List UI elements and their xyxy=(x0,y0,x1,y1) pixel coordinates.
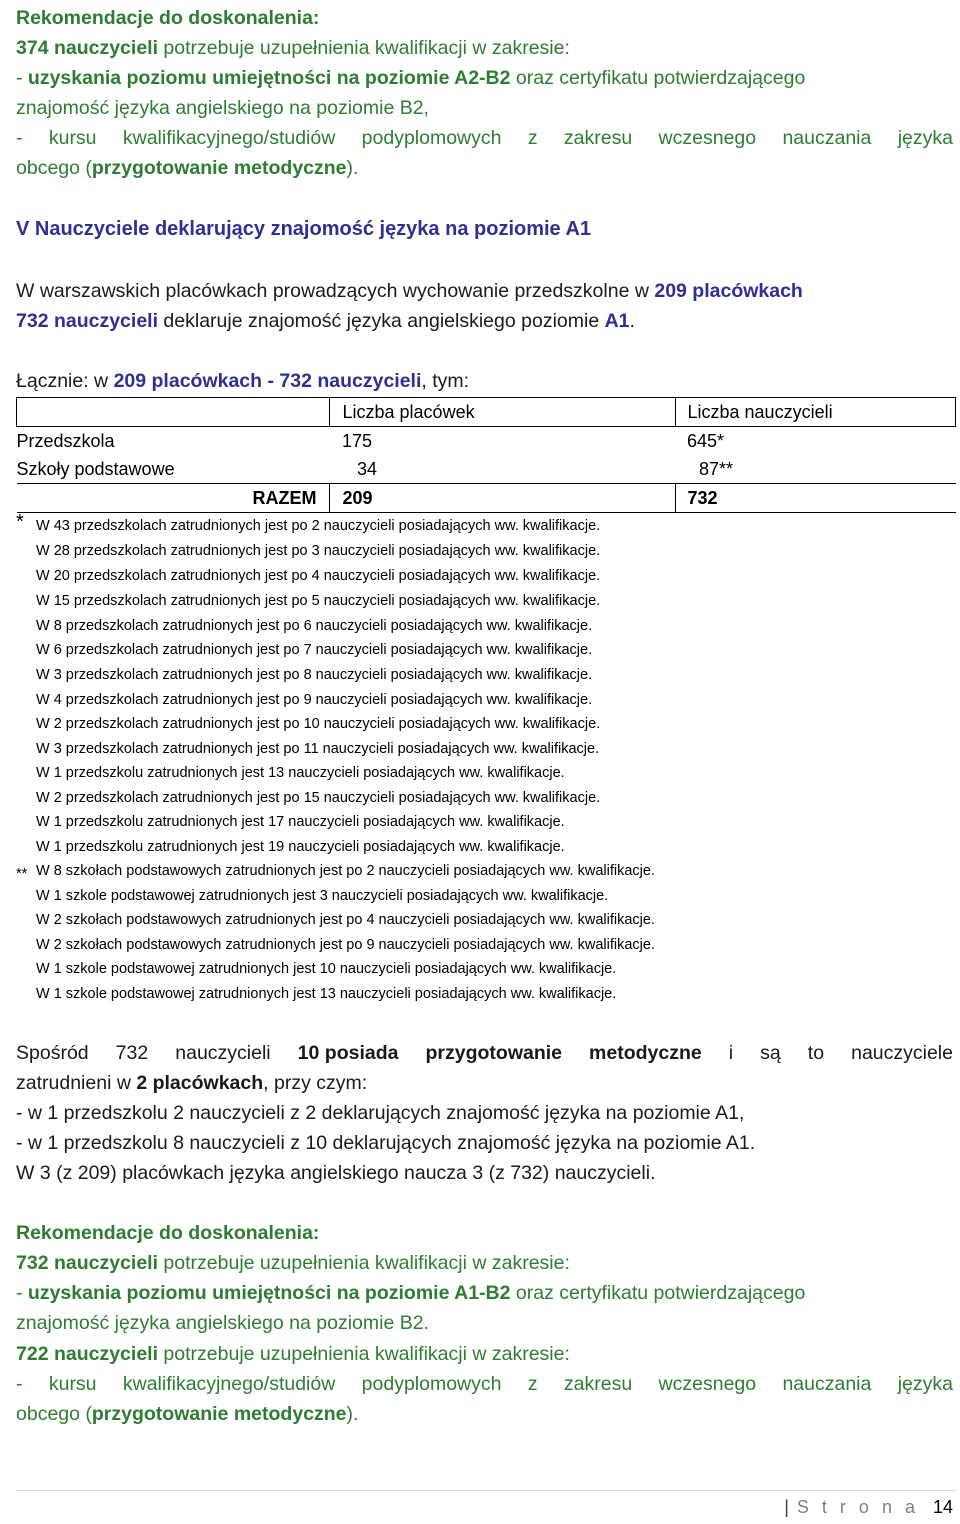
footnote-line: W 8 szkołach podstawowych zatrudnionych jest po 2 nauczycieli posiadających ww. kwalifikacje. xyxy=(36,863,655,879)
footnote-line: W 2 przedszkolach zatrudnionych jest po 10 nauczycieli posiadających ww. kwalifikacje. xyxy=(36,716,601,732)
rec2-line-6: obcego (przygotowanie metodyczne). xyxy=(16,1403,359,1425)
word: podyplomowych xyxy=(361,1373,502,1395)
footnote-line: W 20 przedszkolach zatrudnionych jest po 4 nauczycieli posiadających ww. kwalifikacje. xyxy=(36,568,601,584)
table-cell: Szkoły podstawowe xyxy=(16,458,175,479)
footnote-line: W 2 szkołach podstawowych zatrudnionych jest po 9 nauczycieli posiadających ww. kwalifikacje. xyxy=(36,937,655,953)
footnote-line: W 1 przedszkolu zatrudnionych jest 17 nauczycieli posiadających ww. kwalifikacje. xyxy=(36,814,565,830)
word: kwalifikacyjnego/studiów xyxy=(122,127,336,149)
table-total-cell: 732 xyxy=(675,484,956,513)
word: z xyxy=(527,1373,538,1395)
section-heading: V Nauczyciele deklarujący znajomość języka na poziomie A1 xyxy=(16,218,592,240)
table-cell: 175 xyxy=(342,430,373,451)
word: podyplomowych xyxy=(361,127,502,149)
footnote-line: W 3 przedszkolach zatrudnionych jest po 8 nauczycieli posiadających ww. kwalifikacje. xyxy=(36,667,593,683)
footer-separator: | xyxy=(784,1497,789,1517)
method-line-4: - w 1 przedszkolu 8 nauczycieli z 10 deklarujących znajomość języka na poziomie A1. xyxy=(16,1132,756,1154)
word: zakresu xyxy=(563,1373,633,1395)
footnote-star: * xyxy=(16,511,24,533)
rec1-line-2: - uzyskania poziomu umiejętności na poziomie A2-B2 oraz certyfikatu potwierdzającego xyxy=(16,67,806,89)
rec1-line-4 xyxy=(16,126,953,150)
section-para-line-1: W warszawskich placówkach prowadzących wychowanie przedszkolne w 209 placówkach xyxy=(16,280,803,302)
rec2-line-2: - uzyskania poziomu umiejętności na poziomie A1-B2 oraz certyfikatu potwierdzającego xyxy=(16,1282,806,1304)
recommendations-title-2: Rekomendacje do doskonalenia: xyxy=(16,1222,320,1244)
table-cell: 34 xyxy=(357,458,378,479)
footnote-line: W 28 przedszkolach zatrudnionych jest po 3 nauczycieli posiadających ww. kwalifikacje. xyxy=(36,543,601,559)
footnote-line: W 2 przedszkolach zatrudnionych jest po 15 nauczycieli posiadających ww. kwalifikacje. xyxy=(36,790,601,806)
footnote-line: W 15 przedszkolach zatrudnionych jest po 5 nauczycieli posiadających ww. kwalifikacje. xyxy=(36,593,601,609)
section-para-line-2: 732 nauczycieli deklaruje znajomość języka angielskiego poziomie A1. xyxy=(16,310,635,332)
table-header-cell: Liczba placówek xyxy=(329,398,675,427)
table-total-label: RAZEM xyxy=(17,484,330,513)
rec1-line-3: znajomość języka angielskiego na poziomie B2, xyxy=(16,97,429,119)
rec2-line-4: 722 nauczycieli potrzebuje uzupełnienia kwalifikacji w zakresie: xyxy=(16,1343,570,1365)
word: kwalifikacyjnego/studiów xyxy=(122,1373,336,1395)
recommendations-title: Rekomendacje do doskonalenia: xyxy=(16,7,320,29)
table-total-row xyxy=(17,484,956,513)
word: wczesnego xyxy=(658,127,757,149)
table-cell: 87** xyxy=(699,458,734,479)
word: kursu xyxy=(48,1373,97,1395)
footnote-line: W 43 przedszkolach zatrudnionych jest po 2 nauczycieli posiadających ww. kwalifikacje. xyxy=(36,518,601,534)
footnote-line: W 2 szkołach podstawowych zatrudnionych jest po 4 nauczycieli posiadających ww. kwalifikacje. xyxy=(36,912,655,928)
table-cell: Przedszkola xyxy=(16,430,115,451)
word: kursu xyxy=(48,127,97,149)
footnote-double-star: ** xyxy=(16,866,28,882)
table-header-cell xyxy=(17,398,330,427)
footnote-line: W 1 szkole podstawowej zatrudnionych jest 3 nauczycieli posiadających ww. kwalifikacje. xyxy=(36,888,609,904)
footnote-line: W 8 przedszkolach zatrudnionych jest po 6 nauczycieli posiadających ww. kwalifikacje. xyxy=(36,618,593,634)
rec1-line-1: 374 nauczycieli potrzebuje uzupełnienia kwalifikacji w zakresie: xyxy=(16,37,570,59)
rec2-line-3: znajomość języka angielskiego na poziomie B2. xyxy=(16,1312,429,1334)
word: nauczania xyxy=(782,127,872,149)
method-line-3: - w 1 przedszkolu 2 nauczycieli z 2 deklarujących znajomość języka na poziomie A1, xyxy=(16,1102,745,1124)
table-total-cell: 209 xyxy=(329,484,675,513)
rec1-line-5: obcego (przygotowanie metodyczne). xyxy=(16,157,359,179)
word: nauczania xyxy=(782,1373,872,1395)
page-label: S t r o n a xyxy=(796,1497,919,1517)
footnote-line: W 4 przedszkolach zatrudnionych jest po 9 nauczycieli posiadających ww. kwalifikacje. xyxy=(36,692,593,708)
method-line-5: W 3 (z 209) placówkach języka angielskiego naucza 3 (z 732) nauczycieli. xyxy=(16,1162,656,1184)
footnote-line: W 6 przedszkolach zatrudnionych jest po 7 nauczycieli posiadających ww. kwalifikacje. xyxy=(36,642,593,658)
page-number-value: 14 xyxy=(932,1497,953,1517)
word: języka xyxy=(897,1373,953,1395)
word: - xyxy=(16,1373,23,1395)
word: z xyxy=(527,127,538,149)
table-header-row xyxy=(17,398,956,427)
rec2-line-1: 732 nauczycieli potrzebuje uzupełnienia kwalifikacji w zakresie: xyxy=(16,1252,570,1274)
footnote-line: W 1 szkole podstawowej zatrudnionych jest 10 nauczycieli posiadających ww. kwalifikacje. xyxy=(36,961,617,977)
word: - xyxy=(16,127,23,149)
word: języka xyxy=(897,127,953,149)
footnote-line: W 1 przedszkolu zatrudnionych jest 13 nauczycieli posiadających ww. kwalifikacje. xyxy=(36,765,565,781)
footnote-line: W 1 przedszkolu zatrudnionych jest 19 nauczycieli posiadających ww. kwalifikacje. xyxy=(36,839,565,855)
page-number xyxy=(784,1497,953,1518)
table-row xyxy=(17,427,956,456)
summary-line: Łącznie: w 209 placówkach - 732 nauczycieli, tym: xyxy=(16,370,470,392)
table-header-cell: Liczba nauczycieli xyxy=(675,398,956,427)
method-line-2: zatrudnieni w 2 placówkach, przy czym: xyxy=(16,1072,368,1094)
teachers-table xyxy=(16,397,956,513)
word: wczesnego xyxy=(658,1373,757,1395)
method-line-1: Spośród 732 nauczycieli 10 posiada przygotowanie metodyczne i są to nauczyciele xyxy=(16,1042,953,1064)
rec2-line-5 xyxy=(16,1372,953,1396)
footer-divider xyxy=(16,1490,956,1491)
table-cell: 645* xyxy=(687,430,725,451)
table-row xyxy=(17,455,956,484)
footnote-line: W 1 szkole podstawowej zatrudnionych jest 13 nauczycieli posiadających ww. kwalifikacje. xyxy=(36,986,617,1002)
footnote-line: W 3 przedszkolach zatrudnionych jest po 11 nauczycieli posiadających ww. kwalifikacje. xyxy=(36,741,600,757)
word: zakresu xyxy=(563,127,633,149)
